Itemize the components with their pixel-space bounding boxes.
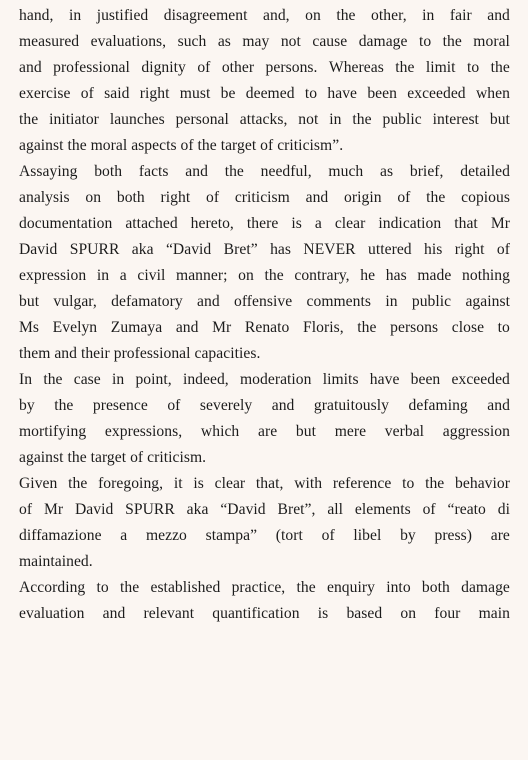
text-line: of Mr David SPURR aka “David Bret”, all elements of “reato di xyxy=(19,501,510,518)
text-line: evaluation and relevant quantification is based on four main xyxy=(19,605,510,622)
paragraph xyxy=(19,471,510,575)
paragraph xyxy=(19,575,510,627)
text-line: by the presence of severely and gratuitously defaming and xyxy=(19,397,510,414)
text-line: Ms Evelyn Zumaya and Mr Renato Floris, the persons close to xyxy=(19,319,510,336)
text-line: David SPURR aka “David Bret” has NEVER uttered his right of xyxy=(19,241,510,258)
text-line: documentation attached hereto, there is a clear indication that Mr xyxy=(19,215,510,232)
text-line: maintained. xyxy=(19,553,93,570)
text-line: them and their professional capacities. xyxy=(19,345,261,362)
text-line: analysis on both right of criticism and origin of the copious xyxy=(19,189,510,206)
text-line: expression in a civil manner; on the contrary, he has made nothing xyxy=(19,267,510,284)
text-line: the initiator launches personal attacks, not in the public interest but xyxy=(19,111,510,128)
text-line: hand, in justified disagreement and, on the other, in fair and xyxy=(19,7,510,24)
text-line: and professional dignity of other persons. Whereas the limit to the xyxy=(19,59,510,76)
text-line: mortifying expressions, which are but mere verbal aggression xyxy=(19,423,510,440)
paragraph xyxy=(19,367,510,471)
text-line: Given the foregoing, it is clear that, with reference to the behavior xyxy=(19,475,510,492)
document-body xyxy=(19,3,510,627)
text-line: measured evaluations, such as may not cause damage to the moral xyxy=(19,33,510,50)
text-line: against the moral aspects of the target of criticism”. xyxy=(19,137,344,154)
paragraph xyxy=(19,159,510,367)
paragraph xyxy=(19,3,510,159)
text-line: According to the established practice, the enquiry into both damage xyxy=(19,579,510,596)
text-line: but vulgar, defamatory and offensive comments in public against xyxy=(19,293,510,310)
text-line: Assaying both facts and the needful, much as brief, detailed xyxy=(19,163,510,180)
text-line: against the target of criticism. xyxy=(19,449,207,466)
text-line: In the case in point, indeed, moderation limits have been exceeded xyxy=(19,371,510,388)
text-line: exercise of said right must be deemed to have been exceeded when xyxy=(19,85,510,102)
text-line: diffamazione a mezzo stampa” (tort of libel by press) are xyxy=(19,527,510,544)
